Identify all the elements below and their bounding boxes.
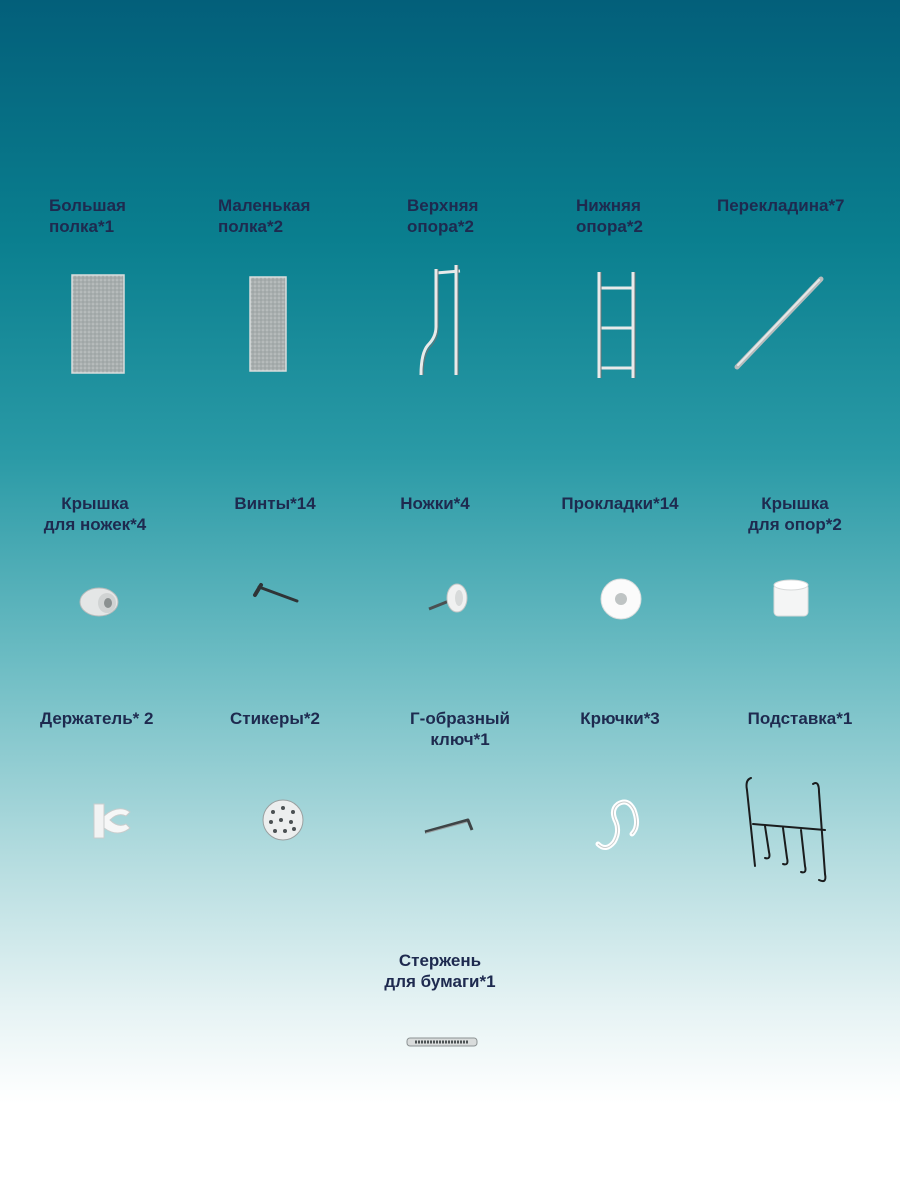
support-cap-icon (772, 578, 812, 620)
part-stand-rack (725, 708, 875, 898)
part-label: Крышка для ножек*4 (43, 494, 147, 534)
part-holder (25, 708, 175, 858)
leg-cap-icon (77, 585, 123, 619)
part-label: Винты*14 (234, 494, 316, 513)
part-label: Крышка для опор*2 (748, 494, 842, 534)
screw-icon (253, 583, 303, 613)
part-label: Маленькая полка*2 (218, 196, 311, 236)
washer-icon (599, 577, 643, 621)
sticker-icon (261, 798, 305, 842)
part-label: Стержень для бумаги*1 (384, 951, 496, 991)
part-label: Перекладина*7 (717, 196, 845, 215)
foot-icon (423, 581, 473, 621)
part-washer (550, 493, 690, 633)
part-l-key (390, 708, 530, 858)
part-label: Ножки*4 (400, 494, 470, 513)
part-label: Крючки*3 (580, 709, 660, 728)
part-hook (550, 708, 690, 858)
part-label: Верхняя опора*2 (407, 196, 479, 236)
part-small-shelf (200, 195, 340, 385)
part-leg-cap (25, 493, 165, 633)
holder-icon (90, 800, 134, 844)
part-screw (205, 493, 345, 633)
part-label: Прокладки*14 (561, 494, 679, 513)
stand-rack-icon (739, 774, 835, 886)
part-support-cap (725, 493, 865, 633)
part-label: Нижняя опора*2 (576, 196, 643, 236)
part-label: Держатель* 2 (40, 709, 154, 728)
part-foot (365, 493, 505, 633)
part-label: Большая полка*1 (49, 196, 126, 236)
part-large-shelf (20, 195, 160, 385)
part-lower-support (545, 195, 685, 385)
small-shelf-icon (250, 277, 286, 371)
part-sticker (205, 708, 345, 858)
part-label: Г-образный ключ*1 (410, 709, 510, 749)
hook-icon (592, 794, 654, 854)
upper-support-icon (416, 263, 466, 378)
part-upper-support (380, 195, 520, 385)
part-label: Стикеры*2 (230, 709, 320, 728)
part-label: Подставка*1 (747, 709, 853, 728)
part-crossbar (715, 195, 865, 385)
l-key-icon (422, 810, 478, 836)
crossbar-icon (733, 275, 825, 371)
part-paper-rod (370, 950, 510, 1060)
paper-rod-icon (405, 1035, 479, 1049)
large-shelf-icon (72, 275, 124, 373)
lower-support-icon (595, 270, 639, 380)
